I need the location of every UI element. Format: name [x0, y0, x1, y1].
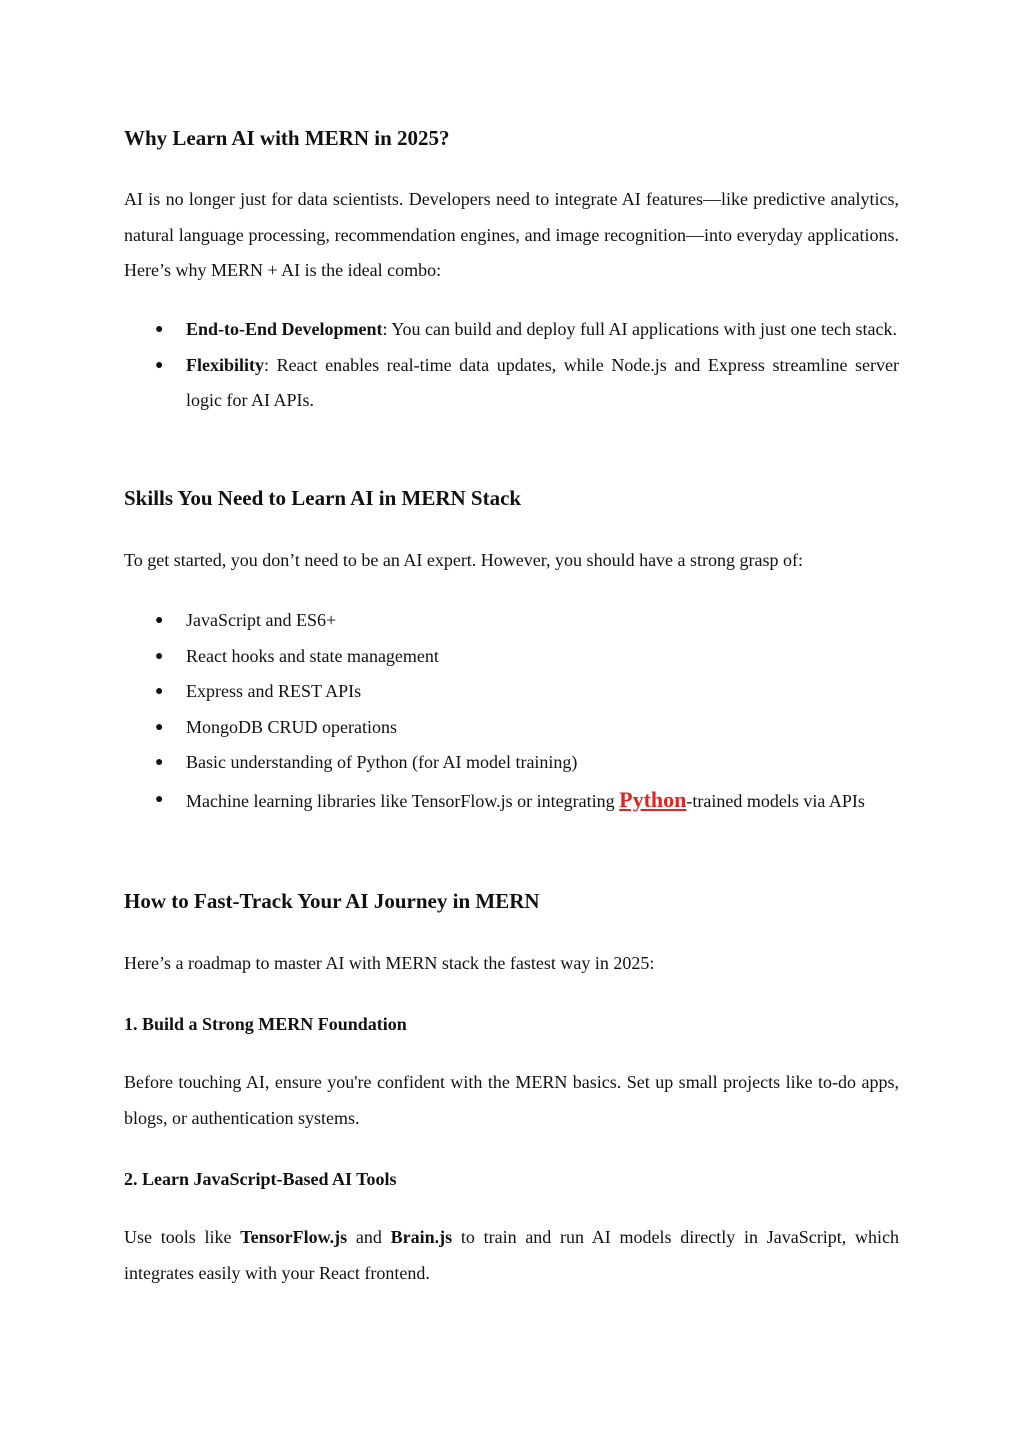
bullet-icon: ●	[155, 791, 164, 807]
list-item	[124, 781, 899, 820]
bullet-icon: ●	[155, 613, 164, 628]
list-item-text: MongoDB CRUD operations	[186, 716, 397, 737]
section-intro-fast-track: Here’s a roadmap to master AI with MERN stack the fastest way in 2025:	[124, 953, 655, 973]
bullet-icon: ●	[155, 755, 164, 770]
bullet-icon: ●	[155, 719, 164, 735]
step-text-2	[124, 1220, 899, 1291]
list-item-term: End-to-End Development	[186, 319, 383, 339]
python-link[interactable]: Python	[619, 786, 687, 812]
step-heading-2: 2. Learn JavaScript-Based AI Tools	[124, 1169, 397, 1189]
section-heading-skills: Skills You Need to Learn AI in MERN Stack	[124, 486, 522, 510]
list-item	[124, 312, 899, 348]
list-item-term: Flexibility	[186, 354, 264, 375]
section-intro-skills: To get started, you don’t need to be an AI expert. However, you should have a strong grasp of:	[124, 550, 804, 570]
step-heading-1: 1. Build a Strong MERN Foundation	[124, 1014, 407, 1034]
section-heading-fast-track: How to Fast-Track Your AI Journey in MERN	[124, 889, 540, 913]
list-item	[124, 348, 899, 419]
skills-list	[124, 603, 899, 820]
list-item	[124, 674, 899, 710]
benefits-list	[124, 312, 899, 419]
section-intro-why-learn: AI is no longer just for data scientists. Developers need to integrate AI features—like predictive analytics, natural language processing, recommendation engines, and image recognition—into everyday applications. Here’s why MERN + AI is the ideal combo:	[124, 189, 899, 280]
bullet-icon: ●	[155, 322, 164, 337]
list-item	[124, 710, 899, 746]
list-item-text: Basic understanding of Python (for AI model training)	[186, 752, 578, 772]
bullet-icon: ●	[155, 684, 164, 699]
list-item-text: Express and REST APIs	[186, 681, 362, 701]
step-text-segment: to train and run AI models directly in JavaScript, which integrates easily with your React frontend.	[124, 1227, 899, 1283]
list-item	[124, 603, 899, 639]
list-item	[124, 639, 899, 675]
list-item-text: React hooks and state management	[186, 645, 439, 666]
step-text-segment: and	[347, 1227, 391, 1247]
tool-name-brain: Brain.js	[390, 1227, 453, 1247]
section-heading-why-learn: Why Learn AI with MERN in 2025?	[124, 126, 450, 150]
list-item-text: : React enables real-time data updates, while Node.js and Express streamline server logic for AI APIs.	[186, 354, 899, 410]
bullet-icon: ●	[155, 648, 164, 664]
list-item-text: Machine learning libraries like TensorFlow.js or integrating	[186, 790, 620, 811]
tool-name-tensorflow: TensorFlow.js	[240, 1227, 348, 1247]
list-item	[124, 745, 899, 781]
list-item-text: : You can build and deploy full AI applications with just one tech stack.	[382, 319, 897, 339]
bullet-icon: ●	[155, 357, 164, 373]
step-text-segment: Use tools like	[124, 1227, 241, 1247]
list-item-text: JavaScript and ES6+	[186, 610, 337, 630]
list-item-text: -trained models via APIs	[686, 790, 865, 811]
step-text-1: Before touching AI, ensure you're confident with the MERN basics. Set up small projects like to-do apps, blogs, or authentication systems.	[124, 1072, 899, 1128]
